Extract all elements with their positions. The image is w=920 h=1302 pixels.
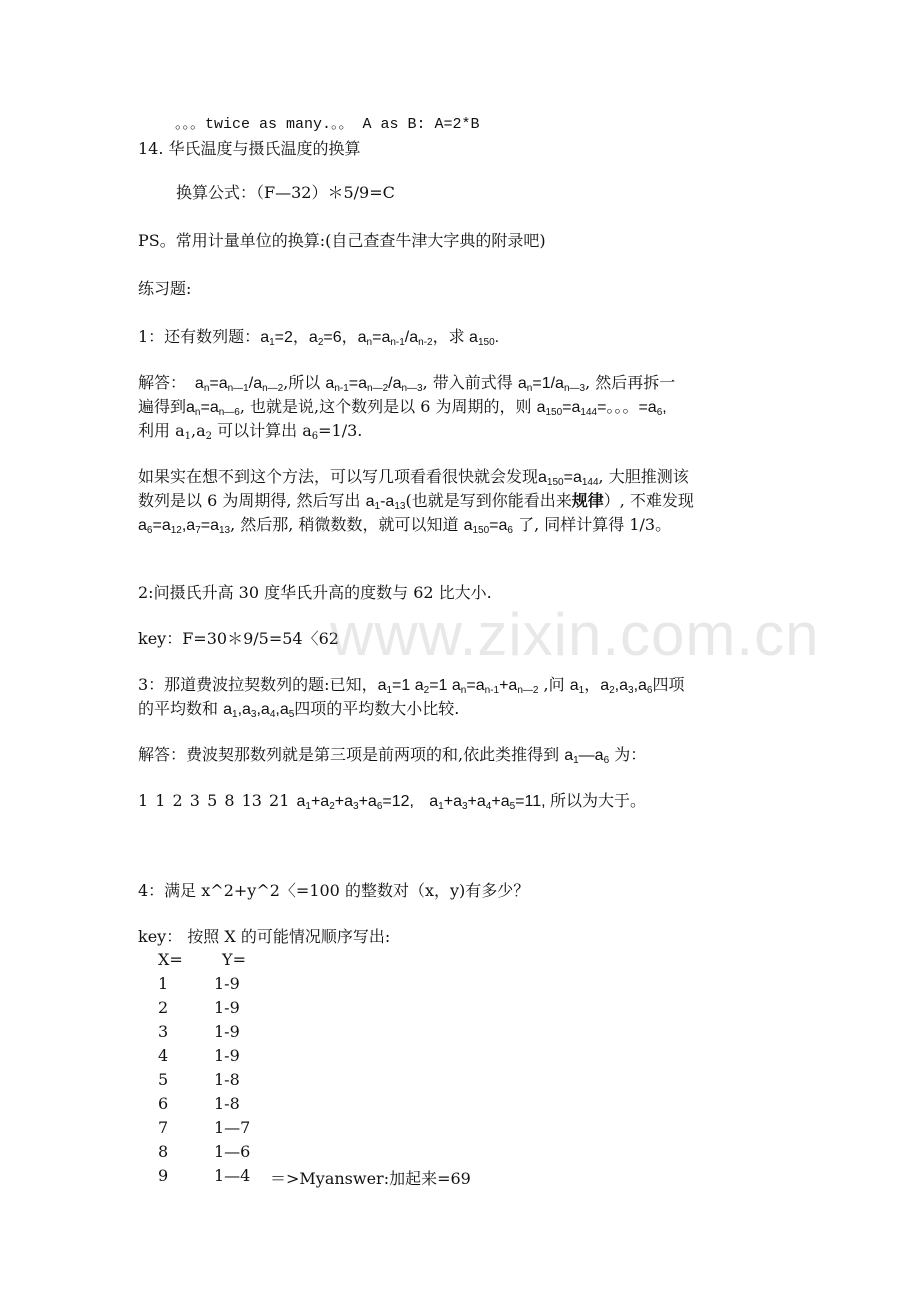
q3-t1: 3：那道费波拉契数列的题:已知，: [138, 675, 378, 694]
ps-note: PS。常用计量单位的换算:(自己查查牛津大字典的附录吧): [138, 231, 546, 250]
q1-s5: , 也就是说,这个数列是以 6 为周期的，则: [239, 397, 532, 416]
q3-ans1: 解答：费波契那数列就是第三项是前两项的和,依此类推得到: [138, 745, 560, 764]
table-row-x: 8: [158, 1142, 169, 1161]
q1-s2: , 带入前式得: [422, 373, 513, 392]
table-row-x: 3: [158, 1022, 169, 1041]
q1b-t4: (也就是写到你能看出来: [405, 491, 572, 510]
q1-s7: 利用 a: [138, 421, 185, 440]
q1b-t2: , 大胆推测该: [598, 467, 689, 486]
q1-answer-line3: 利用 $a_1,a_2$ 可以计算出 $a_6=1/3$.: [138, 421, 363, 442]
table-row-y: 1-8: [214, 1094, 240, 1113]
table-row-y: 1—6: [214, 1142, 251, 1161]
table-row-y: 1—4: [214, 1166, 251, 1185]
q1-answer-line2: 遍得到$a_n=a_{n—6}$, 也就是说,这个数列是以 6 为周期的，则 $a_{150}=a_{144}=$。。。$=a_6$,: [138, 397, 667, 418]
table-row-y: 1-9: [214, 1046, 240, 1065]
table-row-x: 9: [158, 1166, 169, 1185]
q3-t4: 的平均数和: [138, 699, 219, 718]
table-header-x: X=: [158, 950, 183, 969]
q3-sum1: =12,: [382, 793, 414, 810]
table-row-x: 7: [158, 1118, 169, 1137]
q4-question: 4：满足 x^2+y^2〈=100 的整数对（x，y)有多少？: [138, 881, 530, 900]
q2-question: 2:问摄氏升高 30 度华氏升高的度数与 62 比大小.: [138, 583, 492, 602]
q1b-t7: , 然后那, 稍微数数，就可以知道: [230, 515, 459, 534]
q1-formula: $a_1=2$，$a_2=6$，$a_n=a_{n-1}/a_{n-2}$，求 $a_{150}$.: [260, 329, 500, 348]
table-header-y: Y=: [222, 950, 246, 969]
q1b-t1: 如果实在想不到这个方法，可以写几项看看很快就会发现: [138, 467, 539, 486]
table-row-y: 1-8: [214, 1070, 240, 1089]
q1-answer-line1: 解答： $a_n=a_{n—1}/a_{n—2}$,所以 $a_{n-1}=a_{n—2}/a_{n—3}$, 带入前式得 $a_n=1/a_{n—3}$, 然后再拆一: [138, 373, 676, 394]
q3-sequence-line: 1 1 2 3 5 8 13 21 $a_1+a_2+a_3+a_6=12$, $a_1+a_3+a_4+a_5=11$, 所以为大于。: [138, 791, 647, 812]
q3-sequence: 1 1 2 3 5 8 13 21: [138, 791, 297, 810]
table-row-x: 5: [158, 1070, 169, 1089]
q1-line: [138, 326, 499, 349]
q3-t2: ,问: [543, 675, 565, 694]
exercises-heading: 练习题:: [138, 279, 192, 298]
heading-14-temperature: 14. 华氏温度与摄氏温度的换算: [138, 139, 361, 158]
q1b-line2: 数列是以 6 为周期得, 然后写出 $a_1-a_{13}$(也就是写到你能看出来规律）, 不难发现: [138, 491, 694, 512]
q1-s1: ,所以: [283, 373, 321, 392]
table-row-y: 1-9: [214, 998, 240, 1017]
q1-s4: 遍得到: [138, 397, 187, 416]
table-row-x: 6: [158, 1094, 169, 1113]
q1b-line1: 如果实在想不到这个方法，可以写几项看看很快就会发现$a_{150}=a_{144}$, 大胆推测该: [138, 467, 689, 488]
table-row-x: 1: [158, 974, 169, 993]
q1-answer-label: 解答：: [138, 373, 187, 392]
watermark: www.zixin.com.cn: [330, 601, 820, 668]
q3-sum2: =11, 所以为大于。: [515, 793, 647, 810]
q1b-t6: ）, 不难发现: [603, 491, 694, 510]
text-line-twice-as-many: 。。。twice as many.。。 A as B: A=2*B: [175, 116, 480, 133]
table-row-x: 4: [158, 1046, 169, 1065]
q3-t3: 四项: [652, 675, 685, 694]
q1-s8: 可以计算出 a: [217, 421, 312, 440]
q3-t5: 四项的平均数大小比较.: [294, 699, 460, 718]
q1-s9: =1/3.: [318, 421, 363, 440]
table-row-y: 1-9: [214, 974, 240, 993]
q1b-line3: $a_6=a_{12},a_7=a_{13}$, 然后那, 稍微数数，就可以知道 $a_{150}=a_6$ 了, 同样计算得 1/3。: [138, 515, 672, 536]
q2-key: key：F=30＊9/5=54〈62: [138, 629, 339, 648]
q3-answer-line: 解答：费波契那数列就是第三项是前两项的和,依此类推得到 $a_1—a_6$ 为：: [138, 745, 647, 766]
q1-s6: =。。。=a: [597, 399, 657, 416]
q3-line1: 3：那道费波拉契数列的题:已知，$a_1=1$ $a_2=1$ $a_n=a_{n-1}+a_{n—2}$ ,问 $a_1$，$a_2,a_3,a_6$四项: [138, 675, 685, 696]
q1b-rule: 规律: [571, 491, 604, 510]
q1b-t8: 了, 同样计算得 1/3。: [518, 515, 672, 534]
q1-s3: , 然后再拆一: [585, 373, 676, 392]
table-row-x: 2: [158, 998, 169, 1017]
q3-line2: 的平均数和 $a_1,a_3,a_4,a_5$四项的平均数大小比较.: [138, 699, 460, 720]
table-answer: ＝>Myanswer:加起来=69: [270, 1169, 471, 1188]
table-row-y: 1-9: [214, 1022, 240, 1041]
q3-ans2: 为：: [614, 745, 647, 764]
q1-prefix: 1：还有数列题：: [138, 327, 261, 346]
conversion-formula: 换算公式：（F—32）＊5/9=C: [176, 183, 395, 202]
table-row-y: 1—7: [214, 1118, 251, 1137]
q1b-t3: 数列是以 6 为周期得, 然后写出: [138, 491, 361, 510]
q4-key: key： 按照 X 的可能情况顺序写出:: [138, 927, 391, 946]
